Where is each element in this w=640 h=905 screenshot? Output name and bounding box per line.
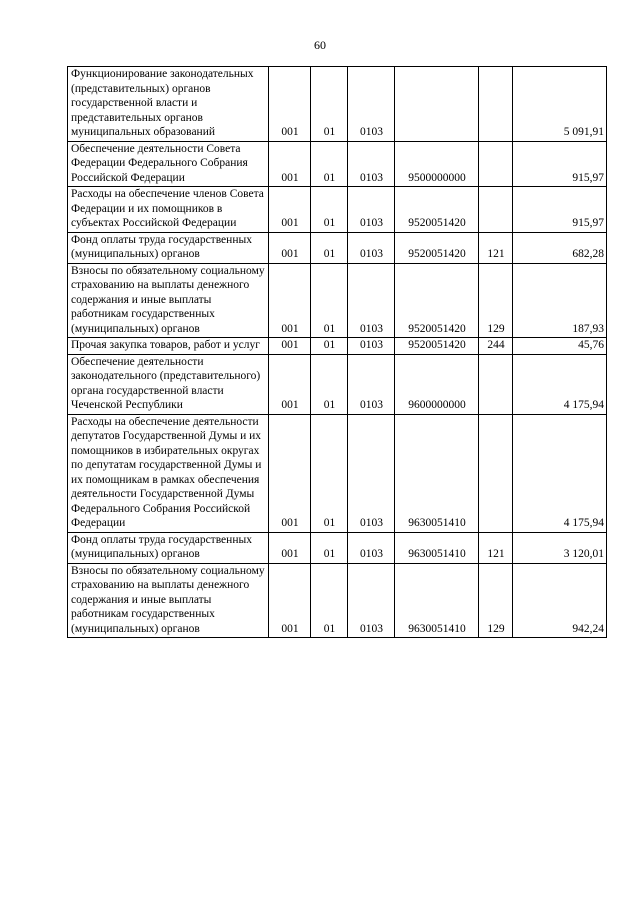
amount: 915,97 xyxy=(513,141,607,187)
table-row xyxy=(68,263,607,338)
ministry-code: 001 xyxy=(269,338,311,355)
subsection-code: 0103 xyxy=(348,414,395,532)
target-article-code: 9600000000 xyxy=(395,354,479,414)
ministry-code: 001 xyxy=(269,187,311,233)
ministry-code: 001 xyxy=(269,232,311,263)
ministry-code: 001 xyxy=(269,67,311,142)
budget-table xyxy=(67,66,607,638)
subsection-code: 0103 xyxy=(348,187,395,233)
expense-type-code: 121 xyxy=(479,532,513,563)
subsection-code: 0103 xyxy=(348,232,395,263)
amount: 5 091,91 xyxy=(513,67,607,142)
ministry-code: 001 xyxy=(269,141,311,187)
section-code: 01 xyxy=(311,563,348,638)
expense-name: Взносы по обязательному социальному страхованию на выплаты денежного содержания и иные выплаты работникам государственных (муниципальных) органов xyxy=(68,563,269,638)
section-code: 01 xyxy=(311,232,348,263)
target-article-code: 9520051420 xyxy=(395,338,479,355)
amount: 4 175,94 xyxy=(513,414,607,532)
expense-type-code xyxy=(479,187,513,233)
amount: 915,97 xyxy=(513,187,607,233)
target-article-code: 9500000000 xyxy=(395,141,479,187)
table-row xyxy=(68,187,607,233)
target-article-code: 9630051410 xyxy=(395,563,479,638)
amount: 682,28 xyxy=(513,232,607,263)
table-row xyxy=(68,532,607,563)
expense-type-code: 244 xyxy=(479,338,513,355)
amount: 45,76 xyxy=(513,338,607,355)
section-code: 01 xyxy=(311,187,348,233)
subsection-code: 0103 xyxy=(348,338,395,355)
table-row xyxy=(68,141,607,187)
target-article-code: 9630051410 xyxy=(395,414,479,532)
table-row xyxy=(68,67,607,142)
expense-type-code xyxy=(479,414,513,532)
expense-name: Расходы на обеспечение деятельности депутатов Государственной Думы и их помощников в избирательных округах по депутатам государственной Думы и их помощникам в рамках обеспечения деятельности Государственной Думы Федерального Собрания Российской Федерации xyxy=(68,414,269,532)
expense-type-code: 129 xyxy=(479,563,513,638)
ministry-code: 001 xyxy=(269,563,311,638)
section-code: 01 xyxy=(311,354,348,414)
table-row xyxy=(68,354,607,414)
subsection-code: 0103 xyxy=(348,563,395,638)
expense-type-code xyxy=(479,141,513,187)
expense-type-code: 121 xyxy=(479,232,513,263)
table-row xyxy=(68,338,607,355)
amount: 942,24 xyxy=(513,563,607,638)
page-number: 60 xyxy=(314,38,326,52)
subsection-code: 0103 xyxy=(348,354,395,414)
ministry-code: 001 xyxy=(269,263,311,338)
subsection-code: 0103 xyxy=(348,532,395,563)
expense-type-code: 129 xyxy=(479,263,513,338)
table-row xyxy=(68,414,607,532)
ministry-code: 001 xyxy=(269,532,311,563)
amount: 4 175,94 xyxy=(513,354,607,414)
section-code: 01 xyxy=(311,338,348,355)
amount: 187,93 xyxy=(513,263,607,338)
section-code: 01 xyxy=(311,67,348,142)
section-code: 01 xyxy=(311,532,348,563)
expense-name: Прочая закупка товаров, работ и услуг xyxy=(68,338,269,355)
expense-name: Обеспечение деятельности законодательного (представительного) органа государственной власти Чеченской Республики xyxy=(68,354,269,414)
ministry-code: 001 xyxy=(269,354,311,414)
expense-name: Фонд оплаты труда государственных (муниципальных) органов xyxy=(68,232,269,263)
subsection-code: 0103 xyxy=(348,263,395,338)
expense-name: Обеспечение деятельности Совета Федерации Федерального Собрания Российской Федерации xyxy=(68,141,269,187)
table-row xyxy=(68,563,607,638)
expense-name: Взносы по обязательному социальному страхованию на выплаты денежного содержания и иные выплаты работникам государственных (муниципальных) органов xyxy=(68,263,269,338)
target-article-code: 9520051420 xyxy=(395,263,479,338)
target-article-code: 9520051420 xyxy=(395,232,479,263)
expense-type-code xyxy=(479,354,513,414)
ministry-code: 001 xyxy=(269,414,311,532)
expense-name: Фонд оплаты труда государственных (муниципальных) органов xyxy=(68,532,269,563)
target-article-code xyxy=(395,67,479,142)
target-article-code: 9630051410 xyxy=(395,532,479,563)
expense-name: Расходы на обеспечение членов Совета Федерации и их помощников в субъектах Российской Федерации xyxy=(68,187,269,233)
subsection-code: 0103 xyxy=(348,141,395,187)
section-code: 01 xyxy=(311,414,348,532)
subsection-code: 0103 xyxy=(348,67,395,142)
amount: 3 120,01 xyxy=(513,532,607,563)
table-row xyxy=(68,232,607,263)
expense-type-code xyxy=(479,67,513,142)
section-code: 01 xyxy=(311,141,348,187)
section-code: 01 xyxy=(311,263,348,338)
expense-name: Функционирование законодательных (представительных) органов государственной власти и представительных органов муниципальных образований xyxy=(68,67,269,142)
target-article-code: 9520051420 xyxy=(395,187,479,233)
